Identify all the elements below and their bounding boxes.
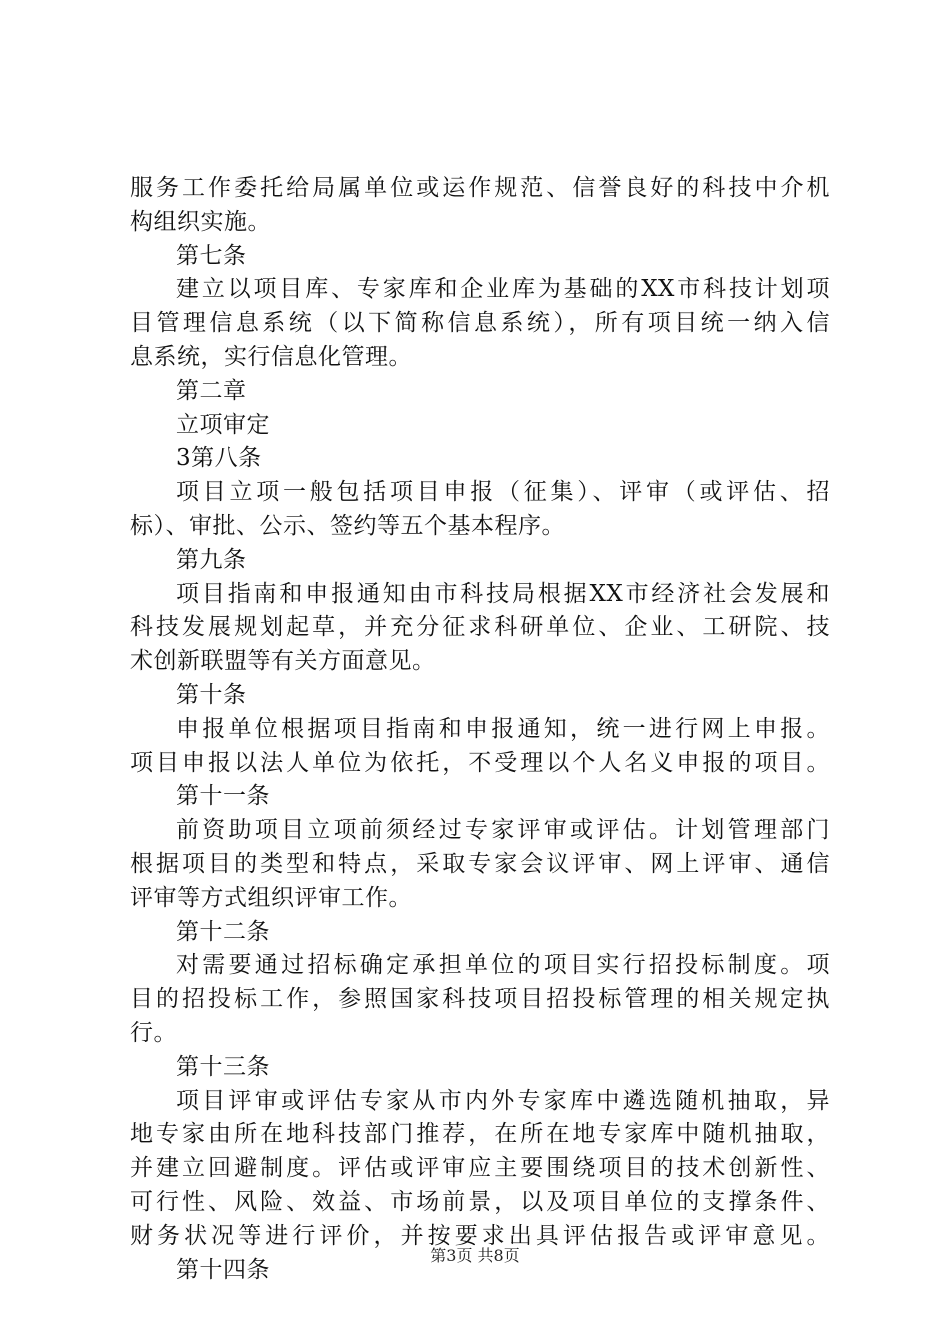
document-line: 项目评审或评估专家从市内外专家库中遴选随机抽取，异: [176, 1087, 830, 1114]
document-line: 第二章: [176, 377, 247, 404]
document-line: 财务状况等进行评价，并按要求出具评估报告或评审意见。: [130, 1222, 830, 1249]
document-line: 3第八条: [176, 445, 262, 472]
document-line: 项目指南和申报通知由市科技局根据XX市经济社会发展和: [176, 580, 830, 607]
page-footer: 第3页 共8页: [430, 1246, 520, 1265]
document-line: 术创新联盟等有关方面意见。: [130, 648, 436, 675]
document-line: 第十条: [176, 681, 247, 708]
document-line: 第十三条: [176, 1053, 270, 1080]
document-line: 评审等方式组织评审工作。: [130, 884, 412, 911]
document-line: 根据项目的类型和特点，采取专家会议评审、网上评审、通信: [130, 850, 830, 877]
document-line: 前资助项目立项前须经过专家评审或评估。计划管理部门: [176, 817, 830, 844]
document-line: 目的招投标工作，参照国家科技项目招投标管理的相关规定执: [130, 986, 830, 1013]
document-line: 申报单位根据项目指南和申报通知，统一进行网上申报。: [176, 715, 830, 742]
document-line: 第七条: [176, 242, 247, 269]
document-line: 科技发展规划起草，并充分征求科研单位、企业、工研院、技: [130, 614, 830, 641]
document-line: 并建立回避制度。评估或评审应主要围绕项目的技术创新性、: [130, 1155, 830, 1182]
document-line: 息系统，实行信息化管理。: [130, 343, 412, 370]
document-line: 地专家由所在地科技部门推荐，在所在地专家库中随机抽取，: [130, 1121, 830, 1148]
document-line: 第十二条: [176, 918, 270, 945]
document-line: 行。: [130, 1019, 177, 1046]
document-line: 建立以项目库、专家库和企业库为基础的XX市科技计划项: [176, 276, 830, 303]
document-line: 目管理信息系统（以下简称信息系统），所有项目统一纳入信: [130, 310, 830, 337]
document-line: 第九条: [176, 546, 247, 573]
document-body: [130, 172, 830, 1287]
document-line: 第十一条: [176, 783, 270, 810]
document-line: 第十四条: [176, 1256, 270, 1283]
document-line: 构组织实施。: [130, 208, 271, 235]
document-line: 项目申报以法人单位为依托，不受理以个人名义申报的项目。: [130, 749, 830, 776]
document-line: 服务工作委托给局属单位或运作规范、信誉良好的科技中介机: [130, 175, 830, 201]
document-line: 可行性、风险、效益、市场前景，以及项目单位的支撑条件、: [130, 1188, 830, 1215]
document-line: 对需要通过招标确定承担单位的项目实行招投标制度。项: [176, 952, 830, 979]
document-line: 立项审定: [176, 411, 270, 438]
document-line: 项目立项一般包括项目申报（征集）、评审（或评估、招: [176, 479, 830, 506]
document-line: 标）、审批、公示、签约等五个基本程序。: [130, 512, 565, 539]
